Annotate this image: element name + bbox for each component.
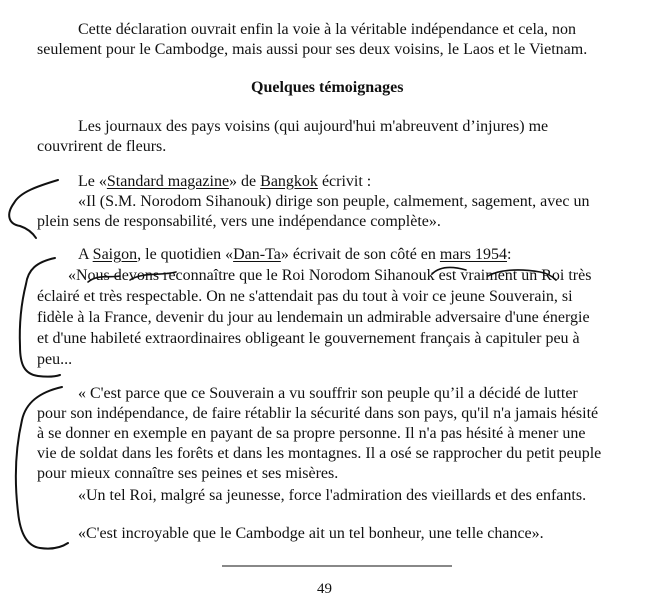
journals-line-1: Les journaux des pays voisins (qui aujourd'hui m'abreuvent d’injures) me [78, 118, 549, 135]
scribble-nous [88, 276, 120, 282]
journals-line-2: couvrirent de fleurs. [37, 138, 167, 155]
bangkok-city: Bangkok [260, 173, 318, 190]
saigon-quote-line-5: peu... [37, 351, 73, 368]
saigon-date: mars 1954 [439, 246, 508, 263]
bangkok-quote-line-2: plein sens de responsabilité, vers une indépendance complète». [37, 213, 441, 230]
saigon-paper-name: Dan-Ta [233, 246, 281, 263]
intro-line-2: seulement pour le Cambodge, mais aussi pour ses deux voisins, le Laos et le Vietnam. [37, 41, 588, 58]
quote2-line-4: vie de soldat dans les forêts et dans les montagnes. Il a osé se rapprocher du petit peuple [37, 445, 602, 462]
saigon-quote-line-4: et d'une habileté extraordinaires obligeant le gouvernement français à capituler peu à [37, 330, 580, 347]
saigon-quote-line-1: «Nous devons reconnaître que le Roi Norodom Sihanouk est vraiment un Roi très [68, 267, 592, 284]
saigon-quote-line-3: fidèle à la France, devenir du jour au lendemain un admirable adversaire d'une énergie [37, 309, 590, 326]
quote2-line-5: pour mieux connaître ses peines et ses misères. [37, 465, 339, 482]
intro-line-1: Cette déclaration ouvrait enfin la voie à la véritable indépendance et cela, non [78, 21, 576, 38]
quote-paragraph-4: «C'est incroyable que le Cambodge ait un tel bonheur, une telle chance». [78, 525, 544, 542]
page-number: 49 [317, 581, 332, 597]
scribble-devons [130, 272, 176, 280]
section-heading: Quelques témoignages [251, 79, 404, 96]
bangkok-intro-line: Le «Standard magazine» de Bangkok écrivit : [78, 173, 372, 190]
quote2-line-1: « C'est parce que ce Souverain a vu souffrir son peuple qu’il a décidé de lutter [78, 385, 578, 402]
saigon-city: Saigon [92, 246, 138, 263]
saigon-intro-line: A Saigon, le quotidien «Dan-Ta» écrivait de son côté en mars 1954: [78, 246, 512, 263]
bracket-bangkok [9, 180, 58, 238]
bangkok-quote-line-1: «Il (S.M. Norodom Sihanouk) dirige son peuple, calmement, sagement, avec un [78, 193, 590, 210]
bracket-saigon [20, 258, 60, 377]
quote-paragraph-3: «Un tel Roi, malgré sa jeunesse, force l'admiration des vieillards et des enfants. [78, 487, 587, 504]
bangkok-paper-name: Standard magazine [106, 173, 230, 190]
scribble-est [432, 267, 466, 274]
saigon-quote-line-2: éclairé et très respectable. On ne s'attendait pas du tout à voir ce jeune Souverain, si [37, 288, 573, 305]
quote2-line-2: pour son indépendance, de faire rétablir la sécurité dans son pays, qu'il n'a jamais hésité [37, 405, 599, 422]
quote2-line-3: à se donner en exemple en payant de sa propre personne. Il n'a pas hésité à mener une [37, 425, 586, 442]
scribble-vraiment [488, 270, 556, 280]
bracket-quotes [16, 387, 68, 549]
